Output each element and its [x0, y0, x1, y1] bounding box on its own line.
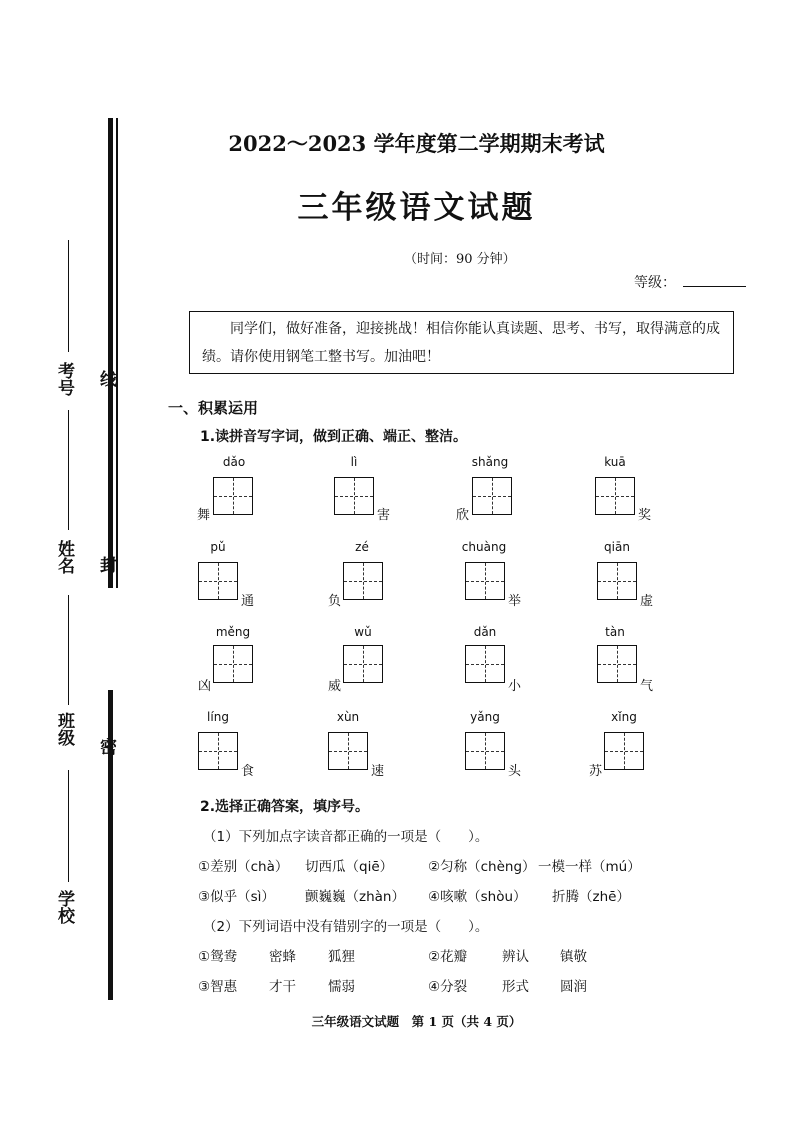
pinyin: tàn [605, 625, 625, 639]
pinyin: xùn [336, 710, 360, 724]
pinyin: shǎng [471, 455, 509, 469]
option: ③似乎（sì） [198, 889, 275, 905]
option: 辨认 [502, 949, 529, 965]
seal-feng: 封 [96, 556, 116, 573]
pinyin: měng [215, 625, 251, 639]
context-char: 气 [640, 679, 654, 694]
writing-box[interactable] [604, 732, 644, 770]
grade-label: 等级： [634, 275, 676, 291]
option: 切西瓜（qiē） [305, 859, 394, 875]
context-char: 举 [508, 594, 522, 609]
option: ①差别（chà） [198, 859, 289, 875]
sub-question-1: （1）下列加点字读音都正确的一项是（ ）。 [203, 829, 489, 845]
option: ②匀称（chèng） [428, 859, 536, 875]
context-char: 威 [328, 679, 342, 694]
option: ④咳嗽（shòu） [428, 889, 527, 905]
option: ②花瓣 [428, 949, 468, 965]
pinyin: yǎng [470, 710, 500, 724]
grade-blank[interactable] [683, 286, 746, 287]
writing-box[interactable] [334, 477, 374, 515]
option: 颤巍巍（zhàn） [305, 889, 405, 905]
context-char: 负 [328, 594, 342, 609]
pinyin: kuā [604, 455, 626, 469]
context-char: 小 [508, 679, 522, 694]
question-1-prompt: 1.读拼音写字词，做到正确、端正、整洁。 [200, 429, 468, 445]
label-exam-number: 考号 [54, 362, 74, 396]
writing-box[interactable] [465, 645, 505, 683]
option: ④分裂 [428, 979, 468, 995]
option: 折腾（zhē） [552, 889, 630, 905]
writing-box[interactable] [213, 477, 253, 515]
page-footer: 三年级语文试题 第 1 页（共 4 页） [311, 1014, 522, 1029]
notice-box: 同学们，做好准备，迎接挑战！相信你能认真读题、思考、书写，取得满意的成绩。请你使用钢笔工整书写。加油吧！ [189, 311, 734, 374]
page-title: 三年级语文试题 [297, 190, 536, 226]
context-char: 速 [371, 764, 385, 779]
section-heading: 一、积累运用 [168, 399, 259, 417]
pinyin: dǎo [222, 455, 246, 469]
context-char: 头 [508, 764, 522, 779]
class-blank[interactable] [68, 595, 69, 705]
pinyin: xǐng [611, 710, 637, 724]
pinyin: zé [355, 540, 369, 554]
writing-box[interactable] [472, 477, 512, 515]
writing-box[interactable] [597, 645, 637, 683]
pinyin: chuàng [461, 540, 507, 554]
seal-mi: 密 [96, 738, 116, 755]
pinyin: pǔ [210, 540, 226, 554]
option: ①鸳鸯 [198, 949, 238, 965]
pinyin: wǔ [354, 625, 372, 639]
context-char: 虚 [640, 594, 654, 609]
option: 懦弱 [328, 979, 355, 995]
time-limit: （时间：90 分钟） [404, 252, 516, 267]
context-char: 食 [241, 764, 255, 779]
name-blank[interactable] [68, 410, 69, 530]
pinyin: lì [350, 455, 358, 469]
writing-box[interactable] [198, 562, 238, 600]
option: 镇敬 [560, 949, 587, 965]
sub-question-2: （2）下列词语中没有错别字的一项是（ ）。 [203, 919, 489, 935]
context-char: 害 [377, 508, 391, 523]
option: 密蜂 [269, 949, 296, 965]
binding-thick-line-2 [108, 690, 113, 1000]
exam-number-blank[interactable] [68, 240, 69, 352]
context-char: 苏 [589, 764, 603, 779]
context-char: 奖 [638, 508, 652, 523]
writing-box[interactable] [328, 732, 368, 770]
pinyin: qiān [604, 540, 630, 554]
label-class: 班级 [54, 712, 74, 746]
exam-heading: 2022～2023 学年度第二学期期末考试 [228, 131, 605, 156]
pinyin: dǎn [473, 625, 497, 639]
option: 才干 [269, 979, 296, 995]
option: 一模一样（mú） [538, 859, 641, 875]
option: 形式 [502, 979, 529, 995]
option: 狐狸 [328, 949, 355, 965]
context-char: 凶 [198, 679, 212, 694]
label-name: 姓名 [54, 540, 74, 574]
writing-box[interactable] [465, 732, 505, 770]
context-char: 通 [241, 594, 255, 609]
option: 圆润 [560, 979, 587, 995]
writing-box[interactable] [213, 645, 253, 683]
writing-box[interactable] [343, 562, 383, 600]
writing-box[interactable] [595, 477, 635, 515]
question-2-prompt: 2.选择正确答案，填序号。 [200, 799, 370, 815]
seal-xian: 线 [96, 370, 116, 387]
writing-box[interactable] [597, 562, 637, 600]
writing-box[interactable] [465, 562, 505, 600]
option: ③智惠 [198, 979, 238, 995]
writing-box[interactable] [343, 645, 383, 683]
pinyin: líng [207, 710, 229, 724]
context-char: 欣 [456, 508, 470, 523]
school-blank[interactable] [68, 770, 69, 882]
writing-box[interactable] [198, 732, 238, 770]
context-char: 舞 [197, 508, 211, 523]
label-school: 学校 [54, 890, 74, 924]
